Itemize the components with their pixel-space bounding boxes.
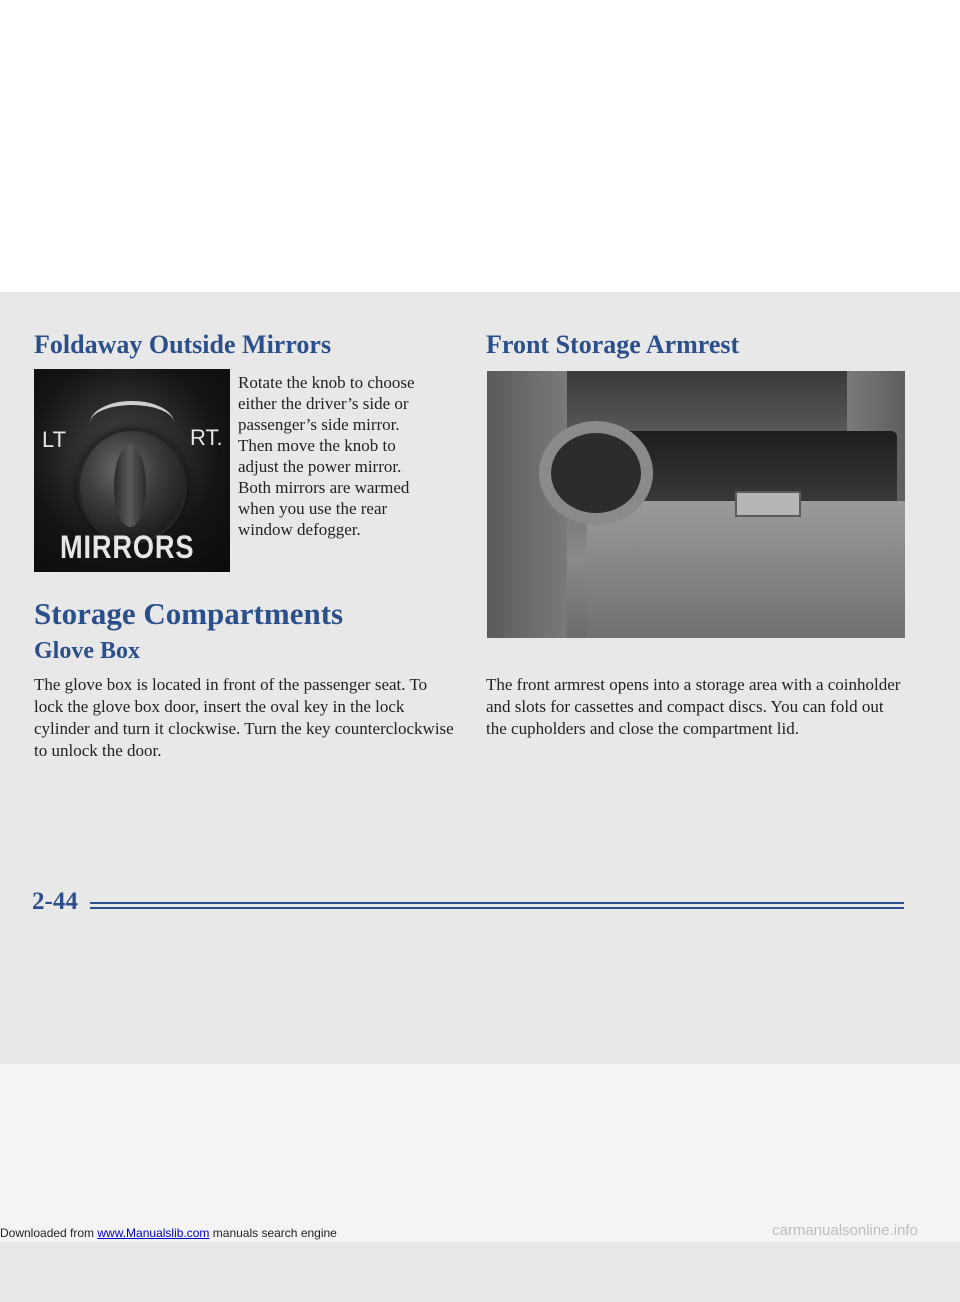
bottom-margin [0, 1064, 960, 1242]
armrest-heading: Front Storage Armrest [486, 330, 740, 359]
manualslib-link[interactable]: www.Manualslib.com [97, 1226, 210, 1240]
photo-lt-label: LT [42, 427, 67, 452]
coin-slot-panel [735, 491, 801, 517]
photo-mirrors-label: MIRRORS [60, 529, 195, 565]
footer-suffix: manuals search engine [209, 1226, 337, 1240]
armrest-photo [487, 371, 905, 638]
download-footer [0, 1226, 337, 1240]
footer-prefix: Downloaded from [0, 1226, 98, 1240]
storage-heading: Storage Compartments [34, 596, 344, 631]
cupholder-icon [539, 421, 653, 525]
top-margin [0, 0, 960, 292]
armrest-lid [587, 501, 905, 638]
photo-rt-label: RT. [190, 425, 223, 450]
mirror-control-photo [34, 369, 230, 572]
watermark: carmanualsonline.info [772, 1222, 918, 1239]
glove-box-body: The glove box is located in front of the passenger seat. To lock the glove box door, insert the oval key in the lock cylinder and turn it clockwise. Turn the key counterclockwise to unlock the door. [34, 675, 454, 760]
mirror-knob [80, 431, 184, 541]
armrest-body: The front armrest opens into a storage area with a coinholder and slots for cassettes and compact discs. You can fold out the cupholders and close the compartment lid. [486, 675, 901, 738]
glove-box-heading: Glove Box [34, 638, 140, 664]
footer-rule-2 [90, 907, 904, 909]
footer-rule [90, 902, 904, 904]
mirrors-body: Rotate the knob to choose either the driver’s side or passenger’s side mirror. Then move the knob to adjust the power mirror. Both mirrors are warmed when you use the rear window defogger. [238, 373, 415, 539]
knob-grip [114, 445, 146, 527]
page-number: 2-44 [32, 888, 78, 915]
mirrors-heading: Foldaway Outside Mirrors [34, 330, 332, 359]
